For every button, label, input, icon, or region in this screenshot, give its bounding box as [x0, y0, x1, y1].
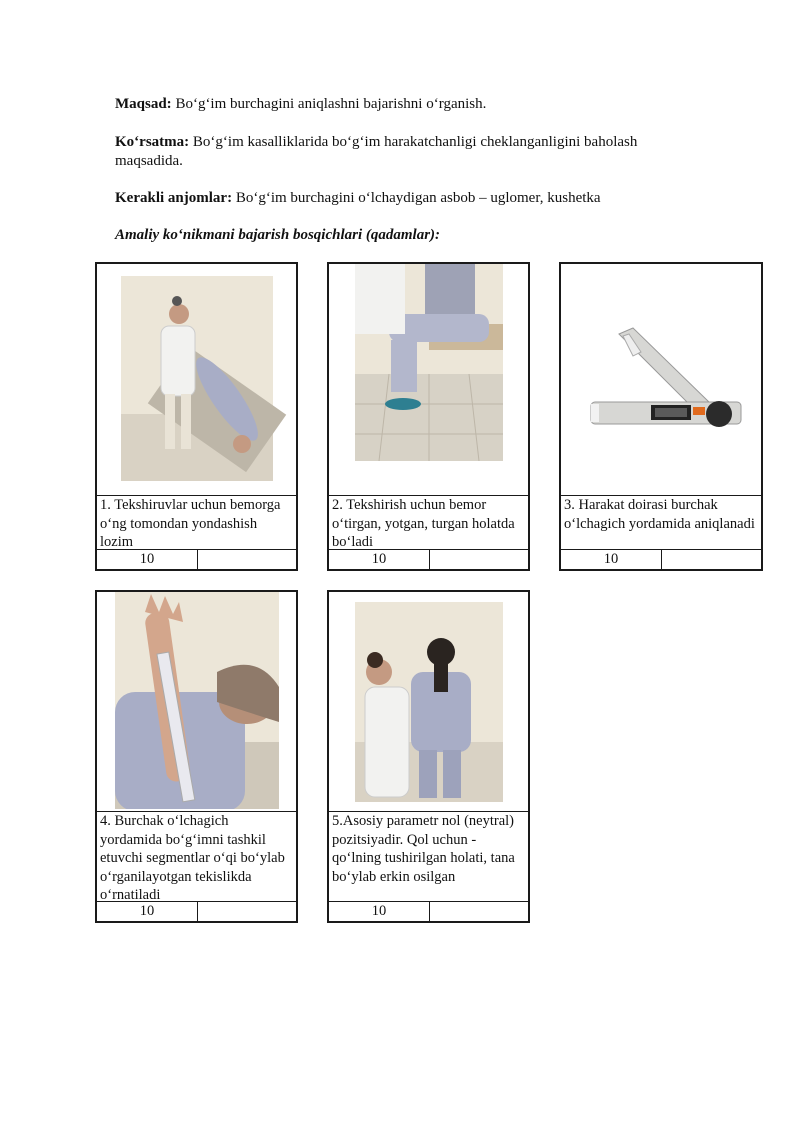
score-value-2: 10	[329, 550, 430, 569]
goal-paragraph	[115, 95, 715, 114]
score-blank-1	[197, 550, 296, 569]
score-blank-5	[429, 902, 528, 921]
step-card-4	[95, 590, 298, 923]
step-caption-1: 1. Tekshiruvlar uchun bemorga o‘ng tomondan yondashish lozim	[97, 495, 296, 552]
score-value-1: 10	[97, 550, 198, 569]
step-caption-4: 4. Burchak o‘lchagich yordamida bo‘g‘imni tashkil etuvchi segmentlar o‘qi bo‘ylab o‘rganilayotgan tekislikda o‘rnatiladi	[97, 811, 296, 904]
tools-paragraph	[115, 189, 715, 208]
indication-label: Ko‘rsatma:	[115, 134, 190, 150]
score-blank-3	[661, 550, 761, 569]
score-value-3: 10	[561, 550, 662, 569]
score-row-2	[329, 549, 528, 569]
step-card-3	[559, 262, 763, 571]
score-blank-4	[197, 902, 296, 921]
score-blank-2	[429, 550, 528, 569]
score-row-4	[97, 901, 296, 921]
goal-text: Bo‘g‘im burchagini aniqlashni bajarishni o‘rganish.	[171, 96, 487, 112]
step-caption-3: 3. Harakat doirasi burchak o‘lchagich yordamida aniqlanadi	[561, 495, 761, 552]
score-row-1	[97, 549, 296, 569]
doctor-approaching-patient-photo	[97, 264, 296, 493]
score-row-5	[329, 901, 528, 921]
score-row-3	[561, 549, 761, 569]
patient-seated-photo	[329, 264, 528, 493]
tools-label: Kerakli anjomlar:	[115, 190, 233, 206]
step-card-1	[95, 262, 298, 571]
score-value-4: 10	[97, 902, 198, 921]
goal-label: Maqsad:	[115, 96, 172, 112]
tools-text: Bo‘g‘im burchagini o‘lchaydigan asbob – uglomer, kushetka	[232, 190, 601, 206]
step-caption-5: 5.Asosiy parametr nol (neytral) pozitsiyadir. Qol uchun - qo‘lning tushirilgan holati, tana bo‘ylab erkin osilgan	[329, 811, 528, 904]
score-value-5: 10	[329, 902, 430, 921]
digital-goniometer-photo	[561, 264, 761, 493]
neutral-position-photo	[329, 592, 528, 809]
step-card-2	[327, 262, 530, 571]
goniometer-on-arm-photo	[97, 592, 296, 809]
indication-paragraph	[115, 133, 705, 171]
step-card-5	[327, 590, 530, 923]
steps-heading: Amaliy ko‘nikmani bajarish bosqichlari (qadamlar):	[115, 227, 441, 243]
indication-text: Bo‘g‘im kasalliklarida bo‘g‘im harakatchanligi cheklanganligini baholash maqsadida.	[115, 134, 638, 169]
step-caption-2: 2. Tekshirish uchun bemor o‘tirgan, yotgan, turgan holatda bo‘ladi	[329, 495, 528, 552]
